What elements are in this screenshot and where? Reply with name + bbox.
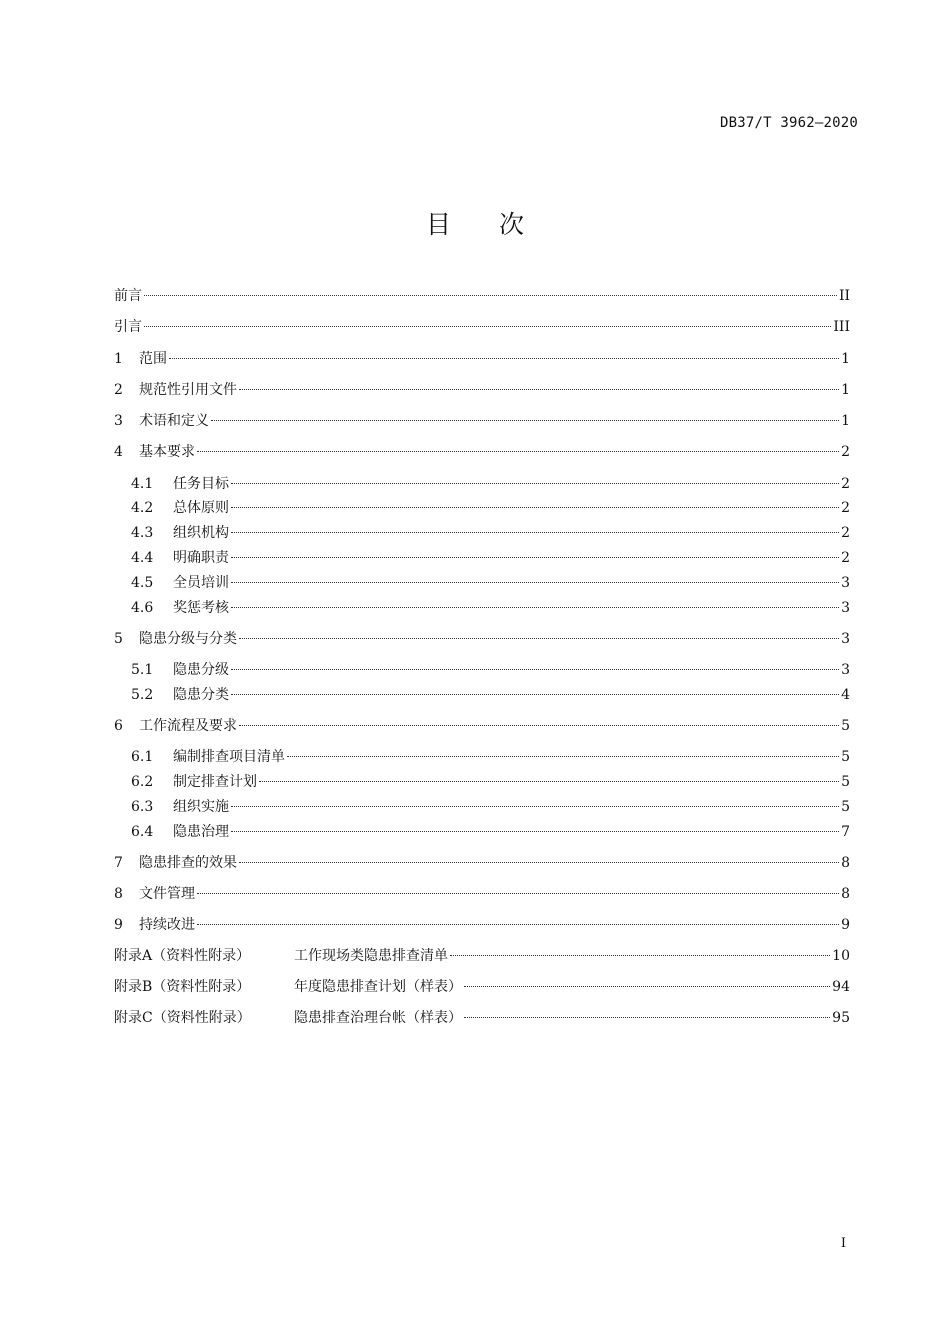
toc-entry-label: 编制排查项目清单 [173,749,285,765]
toc-entry-label: 奖惩考核 [173,600,229,616]
toc-entry-label: 基本要求 [139,444,195,460]
toc-entry-label: 总体原则 [173,500,229,516]
dot-leader [231,557,839,558]
dot-leader [450,955,830,956]
toc-entry-label: 工作流程及要求 [139,718,237,734]
dot-leader [287,756,839,757]
toc-entry-label: 范围 [139,351,167,367]
toc-entry-page: 5 [841,718,850,734]
toc-entry-page: 5 [841,749,850,765]
toc-entry-page: 7 [841,824,850,840]
toc-entry-label: 隐患分级 [173,662,229,678]
toc-entry-page: 3 [841,631,850,647]
dot-leader [231,607,839,608]
toc-entry[interactable] [114,715,850,737]
toc-entry-page: 1 [841,413,850,429]
dot-leader [144,326,831,327]
toc-entry-number: 6.1 [131,749,154,765]
toc-entry[interactable] [131,572,850,594]
page-title: 目次 [425,210,572,239]
toc-entry-number: 5 [114,631,123,647]
toc-entry[interactable] [131,659,850,681]
toc-entry-number: 4.4 [131,550,154,566]
toc-entry-number: 附录A（资料性附录） [114,948,251,964]
toc-entry-number: 4 [114,444,123,460]
toc-entry-page: 9 [841,917,850,933]
toc-entry-number: 6 [114,718,123,734]
toc-entry[interactable] [114,316,850,338]
toc-entry[interactable] [114,410,850,432]
toc-entry-page: 4 [841,687,850,703]
toc-entry-page: 5 [841,799,850,815]
toc-entry-number: 6.4 [131,824,154,840]
dot-leader [231,582,839,583]
toc-entry[interactable] [114,379,850,401]
toc-entry-label: 隐患排查治理台帐（样表） [294,1010,462,1026]
toc-entry-number: 2 [114,382,123,398]
dot-leader [239,725,839,726]
toc-entry-number: 6.2 [131,774,154,790]
toc-entry-label: 持续改进 [139,917,195,933]
dot-leader [169,358,839,359]
toc-entry-number: 1 [114,351,123,367]
toc-entry-number: 5.1 [131,662,154,678]
toc-entry-label: 术语和定义 [139,413,209,429]
toc-entry-label: 全员培训 [173,575,229,591]
toc-entry-label: 前言 [114,288,142,304]
toc-entry-page: 94 [832,979,850,995]
dot-leader [231,694,839,695]
toc-entry-label: 制定排查计划 [173,774,257,790]
toc-entry-label: 隐患治理 [173,824,229,840]
dot-leader [239,862,839,863]
toc-entry[interactable] [114,348,850,370]
dot-leader [231,483,839,484]
dot-leader [239,389,839,390]
toc-entry-page: III [833,319,850,335]
toc-entry[interactable] [114,628,850,650]
toc-entry-page: II [838,288,850,304]
toc-entry-page: 10 [832,948,850,964]
dot-leader [197,924,839,925]
dot-leader [231,669,839,670]
toc-entry-label: 规范性引用文件 [139,382,237,398]
toc-entry-number: 附录C（资料性附录） [114,1010,251,1026]
toc-entry-number: 8 [114,886,123,902]
toc-entry[interactable] [131,796,850,818]
toc-entry-number: 7 [114,855,123,871]
toc-entry[interactable] [131,547,850,569]
toc-entry-label: 组织机构 [173,525,229,541]
toc-entry[interactable] [114,285,850,307]
toc-entry-number: 4.1 [131,476,154,492]
toc-entry-page: 8 [841,886,850,902]
toc-entry-page: 5 [841,774,850,790]
dot-leader [464,1017,830,1018]
toc-entry-page: 2 [841,444,850,460]
dot-leader [231,806,839,807]
toc-entry[interactable] [114,914,850,936]
toc-entry-number: 4.6 [131,600,154,616]
toc-entry-page: 2 [841,500,850,516]
toc-entry[interactable] [131,746,850,768]
toc-entry-label: 隐患分类 [173,687,229,703]
toc-entry-label: 隐患排查的效果 [139,855,237,871]
toc-entry[interactable] [114,1007,850,1029]
toc-entry-number: 3 [114,413,123,429]
toc-entry-number: 4.3 [131,525,154,541]
toc-entry[interactable] [114,945,850,967]
toc-entry[interactable] [114,441,850,463]
dot-leader [464,986,830,987]
dot-leader [239,638,839,639]
toc-entry-page: 2 [841,525,850,541]
toc-entry-page: 95 [832,1010,850,1026]
toc-entry-number: 6.3 [131,799,154,815]
toc-entry-label: 隐患分级与分类 [139,631,237,647]
toc-entry[interactable] [114,976,850,998]
toc-entry-page: 3 [841,575,850,591]
toc-entry[interactable] [131,522,850,544]
dot-leader [231,507,839,508]
toc-entry-label: 组织实施 [173,799,229,815]
toc-entry-label: 任务目标 [173,476,229,492]
toc-entry-page: 2 [841,476,850,492]
toc-entry-page: 2 [841,550,850,566]
toc-entry-page: 1 [841,382,850,398]
toc-entry-number: 4.2 [131,500,154,516]
toc-entry-page: 8 [841,855,850,871]
toc-entry-number: 9 [114,917,123,933]
dot-leader [211,420,839,421]
toc-entry[interactable] [131,684,850,706]
toc-entry-label: 引言 [114,319,142,335]
toc-entry-label: 明确职责 [173,550,229,566]
toc-entry[interactable] [131,473,850,495]
toc-entry[interactable] [114,883,850,905]
toc-entry-label: 工作现场类隐患排查清单 [294,948,448,964]
page-number: I [840,1236,846,1251]
toc-entry[interactable] [131,771,850,793]
toc-entry-label: 文件管理 [139,886,195,902]
toc-entry-page: 1 [841,351,850,367]
toc-entry-number: 5.2 [131,687,154,703]
dot-leader [197,893,839,894]
toc-entry-page: 3 [841,662,850,678]
toc-entry-page: 3 [841,600,850,616]
dot-leader [197,451,839,452]
dot-leader [259,781,839,782]
toc-entry[interactable] [131,497,850,519]
toc-entry[interactable] [131,821,850,843]
toc-entry[interactable] [114,852,850,874]
document-code: DB37/T 3962—2020 [719,115,858,131]
dot-leader [144,295,837,296]
dot-leader [231,831,839,832]
toc-entry-label: 年度隐患排查计划（样表） [294,979,462,995]
toc-entry-number: 附录B（资料性附录） [114,979,251,995]
toc-entry-number: 4.5 [131,575,154,591]
dot-leader [231,532,839,533]
toc-entry[interactable] [131,597,850,619]
